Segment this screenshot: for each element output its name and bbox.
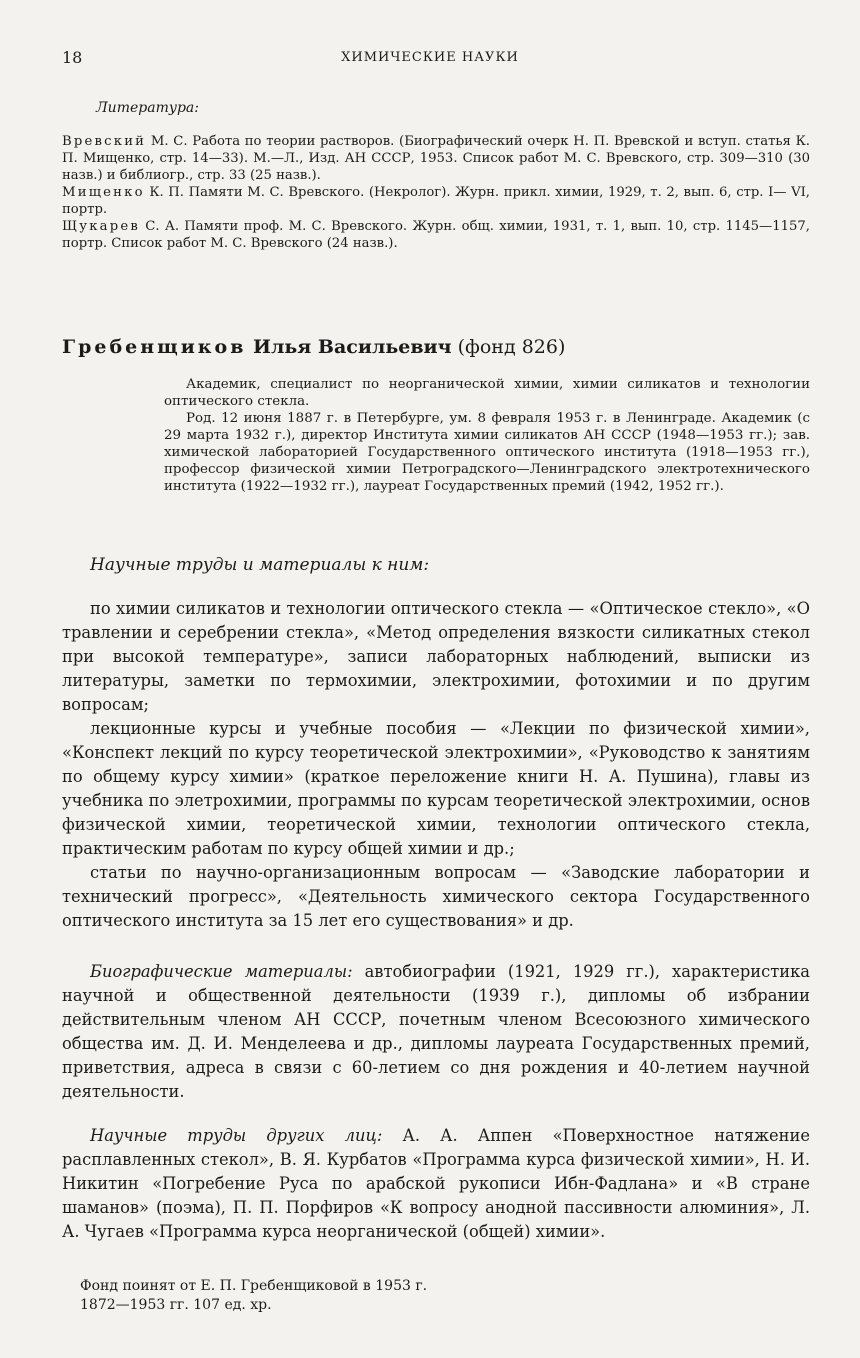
fond-extent: 1872—1953 гг. 107 ед. хр. bbox=[80, 1297, 272, 1313]
fond-number: (фонд 826) bbox=[451, 336, 566, 358]
literature-label: Литература: bbox=[96, 100, 199, 116]
biographical-label: Биографические материалы: bbox=[90, 962, 353, 981]
person-heading bbox=[62, 336, 810, 358]
biographical-paragraph bbox=[62, 960, 810, 1104]
literature-text: М. С. Работа по теории растворов. (Биографический очерк Н. П. Вревской и вступ. статья К. П. Мищенко, стр. 14—33). М.—Л., Изд. АН СССР, 1953. Список работ М. С. Вревского, стр. 309—310 (30 назв.) и библиогр., стр. 33 (25 назв.). bbox=[62, 134, 810, 183]
list-item: статьи по научно-организационным вопросам — «Заводские лаборатории и технический прогресс», «Деятельность химического сектора Государственного оптического института за 15 лет его существования» и др. bbox=[62, 863, 810, 930]
other-works-text: А. А. Аппен «Поверхностное натяжение расплавленных стекол», В. Я. Курбатов «Программа курса физической химии», Н. И. Никитин «Погребение Руса по арабской рукописи Ибн-Фадлана» и «В стране шаманов» (поэма), П. П. Порфиров «К вопросу анодной пассивности алюминия», Л. А. Чугаев «Программа курса неорганической (общей) химии». bbox=[62, 1126, 810, 1241]
list-item: лекционные курсы и учебные пособия — «Лекции по физической химии», «Конспект лекций по курсу теоретической электрохимии», «Руководство к занятиям по общему курсу химии» (краткое переложение книги Н. А. Пушина), главы из учебника по элетрохимии, программы по курсам теоретической электрохимии, основ физической химии, теоретической химии, технологии оптического стекла, практическим работам по курсу общей химии и др.; bbox=[62, 719, 810, 858]
literature-text: К. П. Памяти М. С. Вревского. (Некролог). Журн. прикл. химии, 1929, т. 2, вып. 6, стр. I— VI, портр. bbox=[62, 185, 810, 217]
literature-text: С. А. Памяти проф. М. С. Вревского. Журн. общ. химии, 1931, т. 1, вып. 10, стр. 1145—1157, портр. Список работ М. С. Вревского (24 назв.). bbox=[62, 219, 810, 251]
literature-entry bbox=[62, 133, 810, 184]
literature-entry bbox=[62, 184, 810, 218]
other-works-label: Научные труды других лиц: bbox=[90, 1126, 383, 1145]
page-number: 18 bbox=[62, 48, 83, 67]
person-entry bbox=[62, 336, 810, 495]
literature-section bbox=[62, 100, 810, 252]
literature-author: Вревский bbox=[62, 134, 147, 149]
biographical-text: автобиографии (1921, 1929 гг.), характеристика научной и общественной деятельности (1939 г.), дипломы об избрании действительным членом АН СССР, почетным членом Всесоюзного химического общества им. Д. И. Менделеева и др., дипломы лауреата Государственных премий, приветствия, адреса в связи с 60-летием со дня рождения и 40-летием научной деятельности. bbox=[62, 962, 811, 1101]
person-surname: Гребенщиков bbox=[62, 336, 247, 358]
bio-paragraph: Академик, специалист по неорганической химии, химии силикатов и технологии оптического стекла. bbox=[164, 377, 810, 409]
other-works-paragraph bbox=[62, 1124, 810, 1244]
list-item: по химии силикатов и технологии оптического стекла — «Оптическое стекло», «О травлении и серебрении стекла», «Метод определения вязкости силикатных стекол при высокой температуре», записи лабораторных наблюдений, выписки из литературы, заметки по термохимии, электрохимии, фотохимии и по другим вопросам; bbox=[62, 599, 810, 714]
scientific-works-list bbox=[62, 597, 810, 933]
other-works-section bbox=[62, 1124, 810, 1244]
literature-author: Щукарев bbox=[62, 219, 140, 234]
literature-author: Мищенко bbox=[62, 185, 145, 200]
bio-paragraph: Род. 12 июня 1887 г. в Петербурге, ум. 8 февраля 1953 г. в Ленинграде. Академик (с 29 марта 1932 г.), директор Института химии силикатов АН СССР (1948—1953 гг.); зав. химической лабораторией Государственного оптического института (1918—1953 гг.), профессор физической химии Петроградского—Ленинградского электротехнического института (1922—1932 гг.), лауреат Государственных премий (1942, 1952 гг.). bbox=[164, 411, 810, 494]
fond-source: Фонд поинят от Е. П. Гребенщиковой в 1953 г. bbox=[80, 1278, 428, 1294]
scientific-works-label: Научные труды и материалы к ним: bbox=[90, 555, 430, 575]
literature-entry bbox=[62, 218, 810, 252]
page-header bbox=[62, 48, 798, 72]
person-bio bbox=[164, 376, 810, 495]
fond-footer bbox=[80, 1277, 427, 1315]
person-given-names: Илья Васильевич bbox=[246, 336, 452, 358]
biographical-section bbox=[62, 960, 810, 1104]
scientific-works-section bbox=[62, 553, 810, 933]
running-title: ХИМИЧЕСКИЕ НАУКИ bbox=[341, 50, 519, 65]
